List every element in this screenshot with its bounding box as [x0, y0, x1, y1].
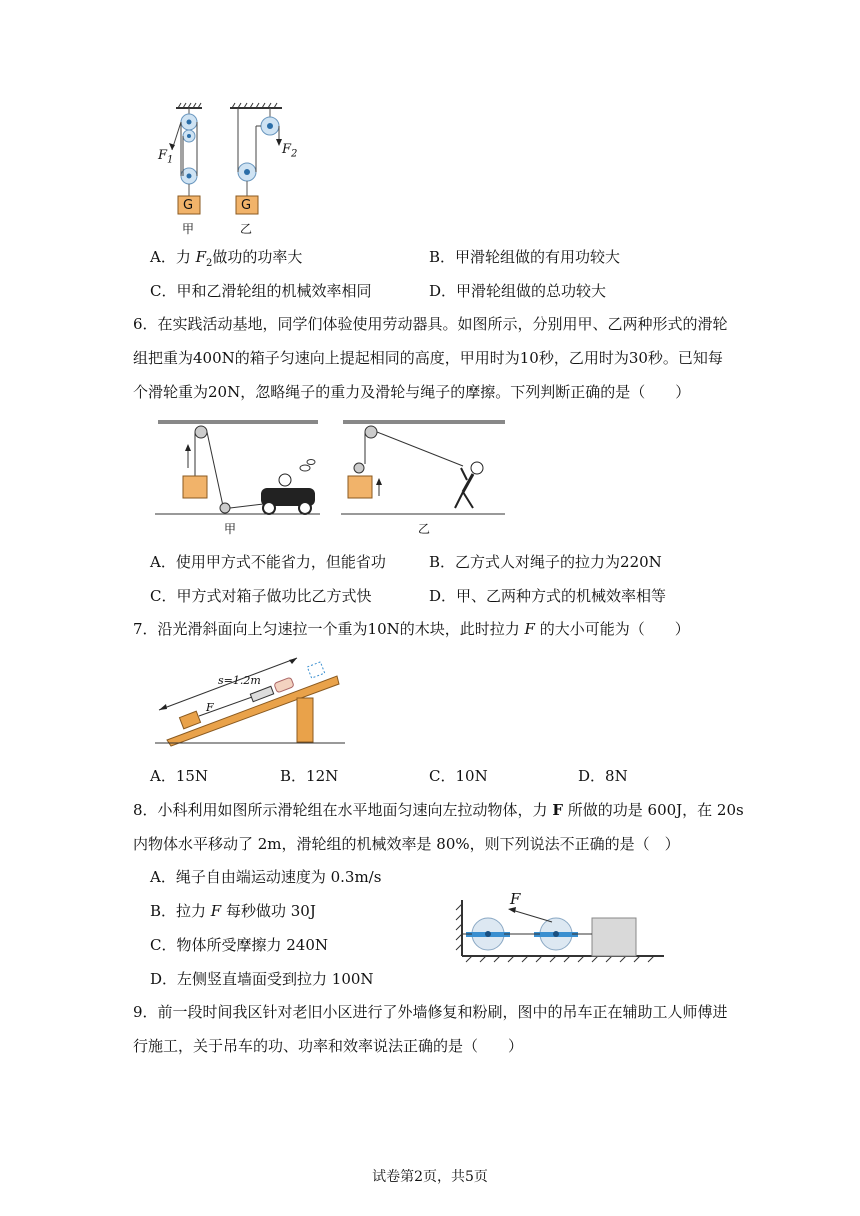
fig7-label-f: F [206, 701, 214, 714]
pulley-figure-q8 [452, 892, 668, 964]
q5-option-d: D．甲滑轮组做的总功较大 [429, 282, 607, 300]
q8-option-c: C．物体所受摩擦力 240N [150, 936, 329, 954]
incline-figure-q7 [155, 652, 345, 748]
q7-option-c: C．10N [429, 767, 488, 785]
fig5-label-f2: $F_2$ [282, 142, 298, 160]
q6-stem-line2: 组把重为400N的箱子匀速向上提起相同的高度，甲用时为10秒，乙用时为30秒。已知每 [133, 349, 723, 367]
page-footer: 试卷第2页，共5页 [372, 1169, 488, 1185]
q5-option-a: A．力 $F_2$做功的功率大 [150, 248, 303, 269]
q5-option-c: C．甲和乙滑轮组的机械效率相同 [150, 282, 372, 300]
q8-stem-line1: 8．小科利用如图所示滑轮组在水平地面匀速向左拉动物体，力 F 所做的功是 600J，在 20s [133, 801, 744, 819]
fig5-label-yi: 乙 [240, 222, 253, 236]
q6-option-c: C．甲方式对箱子做功比乙方式快 [150, 587, 372, 605]
pulley-figure-q6 [155, 416, 515, 520]
fig6-label-yi: 乙 [418, 522, 431, 536]
q8-option-b: B．拉力 F 每秒做功 30J [150, 902, 316, 920]
q9-stem-line1: 9．前一段时间我区针对老旧小区进行了外墙修复和粉刷，图中的吊车正在辅助工人师傅进 [133, 1003, 728, 1021]
q6-stem-line1: 6．在实践活动基地，同学们体验使用劳动器具。如图所示，分别用甲、乙两种形式的滑轮 [133, 315, 728, 333]
fig7-label-s: s=1.2m [218, 674, 261, 687]
q8-stem-line2: 内物体水平移动了 2m，滑轮组的机械效率是 80%，则下列说法不正确的是（ ） [133, 835, 680, 853]
pulley-figure-q5 [150, 100, 310, 240]
q7-option-a: A．15N [150, 767, 209, 785]
fig6-label-jia: 甲 [224, 522, 237, 536]
q5-option-b: B．甲滑轮组做的有用功较大 [429, 248, 621, 266]
q8-option-d: D．左侧竖直墙面受到拉力 100N [150, 970, 374, 988]
fig5-weight-yi: G [241, 198, 252, 213]
q7-option-d: D．8N [578, 767, 628, 785]
q6-option-b: B．乙方式人对绳子的拉力为220N [429, 553, 662, 571]
q8-option-a: A．绳子自由端运动速度为 0.3m/s [150, 868, 382, 886]
q6-option-a: A．使用甲方式不能省力，但能省功 [150, 553, 386, 571]
q6-stem-line3: 个滑轮重为20N，忽略绳子的重力及滑轮与绳子的摩擦。下列判断正确的是（ ） [133, 383, 691, 401]
q7-stem: 7．沿光滑斜面向上匀速拉一个重为10N的木块，此时拉力 F 的大小可能为（ ） [133, 620, 690, 638]
fig8-label-f: F [510, 890, 521, 908]
q9-stem-line2: 行施工，关于吊车的功、功率和效率说法正确的是（ ） [133, 1037, 524, 1055]
fig5-label-f1: $F_1$ [158, 148, 174, 166]
q7-option-b: B．12N [280, 767, 339, 785]
q6-option-d: D．甲、乙两种方式的机械效率相等 [429, 587, 667, 605]
fig5-label-jia: 甲 [182, 222, 195, 236]
fig5-weight-jia: G [183, 198, 194, 213]
